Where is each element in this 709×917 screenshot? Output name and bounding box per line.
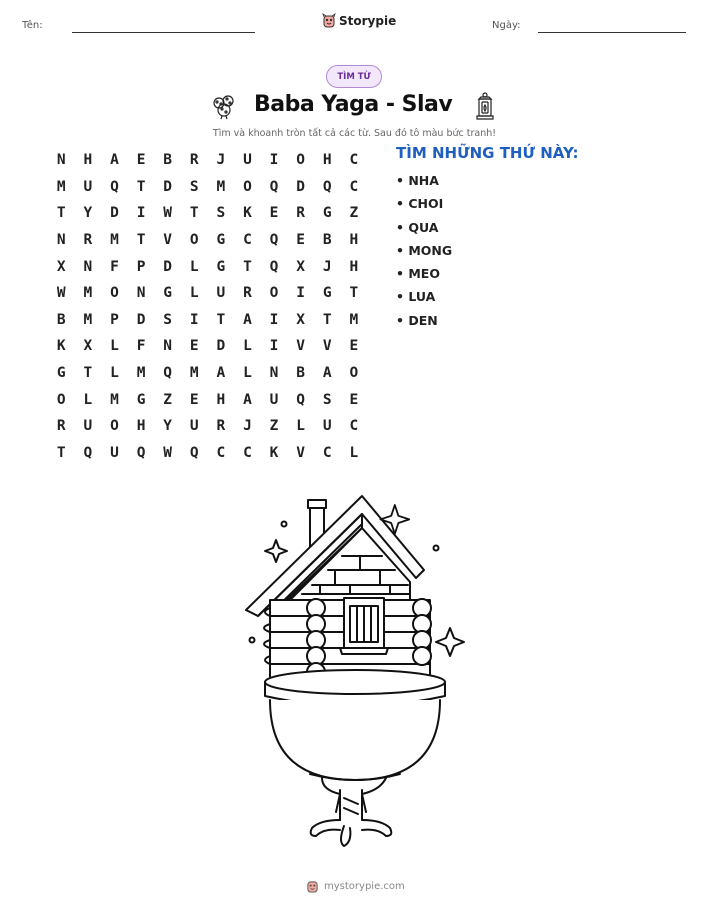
date-label: Ngày:	[492, 20, 521, 31]
grid-letter[interactable]: D	[110, 205, 119, 222]
grid-letter[interactable]: Q	[83, 444, 93, 461]
title-row	[0, 90, 709, 126]
grid-letter[interactable]: L	[83, 391, 93, 408]
grid-row	[48, 200, 367, 227]
grid-letter[interactable]: P	[136, 258, 146, 275]
grid-row	[48, 280, 367, 307]
grid-letter[interactable]: D	[216, 338, 226, 355]
grid-row	[48, 147, 367, 174]
grid-letter[interactable]: Q	[163, 365, 173, 382]
grid-letter[interactable]: O	[349, 365, 359, 382]
grid-letter[interactable]: E	[189, 338, 199, 355]
grid-letter[interactable]: U	[322, 418, 332, 435]
grid-letter[interactable]: O	[243, 178, 252, 195]
grid-letter[interactable]: T	[136, 178, 146, 195]
grid-letter[interactable]: R	[189, 152, 199, 169]
grid-letter[interactable]: E	[349, 391, 359, 408]
grid-letter[interactable]: D	[296, 178, 305, 195]
grid-letter[interactable]: H	[136, 418, 146, 435]
grid-row	[48, 413, 367, 440]
grid-letter[interactable]: W	[163, 205, 173, 222]
grid-letter[interactable]: C	[243, 232, 252, 249]
grid-letter[interactable]: G	[216, 258, 226, 275]
grid-letter[interactable]: G	[322, 205, 332, 222]
grid-letter[interactable]: X	[83, 338, 93, 355]
grid-letter[interactable]: L	[349, 444, 359, 461]
grid-letter[interactable]: A	[322, 365, 332, 382]
grid-letter[interactable]: Q	[269, 258, 279, 275]
grid-letter[interactable]: E	[189, 391, 199, 408]
grid-letter[interactable]: G	[322, 285, 332, 302]
grid-letter[interactable]: O	[269, 285, 279, 302]
grid-letter[interactable]: V	[296, 444, 305, 461]
grid-letter[interactable]: I	[269, 311, 279, 328]
grid-letter[interactable]: D	[136, 311, 146, 328]
grid-letter[interactable]: M	[83, 285, 93, 302]
grid-letter[interactable]: V	[163, 232, 173, 249]
grid-letter[interactable]: H	[349, 258, 359, 275]
grid-letter[interactable]: G	[56, 365, 66, 382]
word-list-item: • MEO	[396, 266, 440, 282]
grid-letter[interactable]: B	[56, 311, 66, 328]
grid-letter[interactable]: Z	[349, 205, 359, 222]
grid-letter[interactable]: U	[83, 418, 93, 435]
grid-letter[interactable]: M	[216, 178, 226, 195]
grid-letter[interactable]: R	[216, 418, 226, 435]
page-title: Baba Yaga - Slav	[254, 92, 453, 117]
grid-letter[interactable]: B	[163, 152, 173, 169]
grid-letter[interactable]: R	[296, 205, 305, 222]
grid-letter[interactable]: H	[322, 152, 332, 169]
grid-letter[interactable]: K	[56, 338, 66, 355]
grid-letter[interactable]: U	[83, 178, 93, 195]
grid-letter[interactable]: R	[83, 232, 93, 249]
grid-letter[interactable]: O	[296, 152, 305, 169]
grid-letter[interactable]: A	[216, 365, 226, 382]
grid-letter[interactable]: P	[110, 311, 119, 328]
word-list-item: • NHA	[396, 173, 439, 188]
grid-letter[interactable]: W	[56, 285, 66, 302]
grid-letter[interactable]: Q	[110, 178, 119, 195]
grid-letter[interactable]: B	[322, 232, 332, 249]
word-list-heading: TÌM NHỮNG THỨ NÀY:	[396, 144, 579, 162]
grid-letter[interactable]: G	[163, 285, 173, 302]
grid-letter[interactable]: L	[189, 258, 199, 275]
baba-yaga-hut-on-chicken-leg-illustration	[240, 490, 470, 860]
grid-letter[interactable]: Q	[322, 178, 332, 195]
footer	[306, 879, 405, 894]
grid-letter[interactable]: X	[296, 311, 305, 328]
grid-letter[interactable]: O	[189, 232, 199, 249]
grid-letter[interactable]: N	[83, 258, 93, 275]
grid-letter[interactable]: T	[349, 285, 359, 302]
grid-letter[interactable]: Y	[163, 418, 173, 435]
grid-letter[interactable]: E	[136, 152, 146, 169]
grid-letter[interactable]: S	[189, 178, 199, 195]
storypie-logo-icon	[306, 879, 319, 894]
grid-letter[interactable]: I	[136, 205, 146, 222]
grid-letter[interactable]: U	[110, 444, 119, 461]
activity-badge: TÌM TỪ	[326, 65, 382, 88]
grid-letter[interactable]: Q	[269, 232, 279, 249]
grid-letter[interactable]: A	[243, 391, 252, 408]
grid-letter[interactable]: R	[56, 418, 66, 435]
grid-letter[interactable]: M	[56, 178, 66, 195]
grid-letter[interactable]: T	[216, 311, 226, 328]
mushroom-cluster-icon	[211, 94, 237, 120]
grid-letter[interactable]: I	[189, 311, 199, 328]
grid-letter[interactable]: U	[189, 418, 199, 435]
grid-letter[interactable]: L	[243, 338, 252, 355]
grid-letter[interactable]: Y	[83, 205, 93, 222]
grid-letter[interactable]: I	[269, 152, 279, 169]
grid-letter[interactable]: W	[163, 444, 173, 461]
grid-row	[48, 333, 367, 360]
grid-letter[interactable]: X	[56, 258, 66, 275]
grid-letter[interactable]: C	[349, 418, 359, 435]
grid-letter[interactable]: T	[83, 365, 93, 382]
grid-letter[interactable]: L	[296, 418, 305, 435]
grid-letter[interactable]: C	[322, 444, 332, 461]
grid-letter[interactable]: C	[216, 444, 226, 461]
grid-letter[interactable]: F	[136, 338, 146, 355]
grid-letter[interactable]: T	[189, 205, 199, 222]
grid-letter[interactable]: L	[243, 365, 252, 382]
grid-letter[interactable]: C	[243, 444, 252, 461]
grid-letter[interactable]: Z	[163, 391, 173, 408]
grid-letter[interactable]: J	[243, 418, 252, 435]
grid-letter[interactable]: A	[243, 311, 252, 328]
grid-letter[interactable]: N	[163, 338, 173, 355]
grid-letter[interactable]: A	[110, 152, 119, 169]
grid-letter[interactable]: J	[216, 152, 226, 169]
grid-letter[interactable]: C	[349, 178, 359, 195]
grid-letter[interactable]: K	[243, 205, 252, 222]
grid-letter[interactable]: M	[189, 365, 199, 382]
grid-letter[interactable]: T	[56, 444, 66, 461]
grid-letter[interactable]: E	[296, 232, 305, 249]
word-list-item: • QUA	[396, 219, 439, 235]
grid-letter[interactable]: L	[110, 365, 119, 382]
grid-letter[interactable]: U	[216, 285, 226, 302]
grid-letter[interactable]: I	[269, 338, 279, 355]
instructions: Tìm và khoanh tròn tất cả các từ. Sau đó tô màu bức tranh!	[212, 128, 497, 139]
word-search-grid	[48, 147, 367, 466]
grid-letter[interactable]: E	[269, 205, 279, 222]
grid-letter[interactable]: N	[136, 285, 146, 302]
grid-letter[interactable]: N	[56, 152, 66, 169]
grid-letter[interactable]: M	[136, 365, 146, 382]
grid-letter[interactable]: F	[110, 258, 119, 275]
grid-letter[interactable]: Q	[189, 444, 199, 461]
grid-letter[interactable]: H	[349, 232, 359, 249]
grid-letter[interactable]: G	[136, 391, 146, 408]
word-list-item: • LUA	[396, 289, 436, 305]
grid-letter[interactable]: M	[110, 391, 119, 408]
grid-letter[interactable]: T	[322, 311, 332, 328]
grid-letter[interactable]: M	[349, 311, 359, 328]
grid-row	[48, 174, 367, 201]
grid-letter[interactable]: Q	[269, 178, 279, 195]
brand	[322, 13, 396, 29]
grid-letter[interactable]: T	[243, 258, 252, 275]
grid-letter[interactable]: M	[110, 232, 119, 249]
lantern-icon	[474, 92, 496, 122]
storypie-logo-icon	[322, 13, 336, 29]
grid-letter[interactable]: U	[269, 391, 279, 408]
grid-letter[interactable]: L	[189, 285, 199, 302]
grid-letter[interactable]: O	[56, 391, 66, 408]
footer-url: mystorypie.com	[324, 881, 405, 892]
grid-letter[interactable]: M	[83, 311, 93, 328]
grid-letter[interactable]: N	[56, 232, 66, 249]
grid-letter[interactable]: B	[296, 365, 305, 382]
grid-letter[interactable]: Q	[136, 444, 146, 461]
grid-letter[interactable]: U	[243, 152, 252, 169]
grid-letter[interactable]: I	[296, 285, 305, 302]
grid-letter[interactable]: L	[110, 338, 119, 355]
grid-letter[interactable]: J	[322, 258, 332, 275]
grid-row	[48, 360, 367, 387]
grid-letter[interactable]: S	[163, 311, 173, 328]
brand-name: Storypie	[339, 14, 397, 28]
word-list-item: • DEN	[396, 312, 438, 328]
word-list-item: • CHOI	[396, 196, 444, 212]
grid-letter[interactable]: V	[296, 338, 305, 355]
grid-row	[48, 227, 367, 254]
grid-letter[interactable]: E	[349, 338, 359, 355]
grid-letter[interactable]: C	[349, 152, 359, 169]
grid-letter[interactable]: H	[216, 391, 226, 408]
grid-letter[interactable]: X	[296, 258, 305, 275]
name-label: Tên:	[22, 20, 43, 31]
grid-row	[48, 253, 367, 280]
grid-letter[interactable]: S	[322, 391, 332, 408]
grid-letter[interactable]: T	[136, 232, 146, 249]
date-line	[538, 32, 686, 33]
grid-letter[interactable]: Q	[296, 391, 305, 408]
grid-letter[interactable]: T	[56, 205, 66, 222]
word-list-item: • MONG	[396, 242, 453, 258]
grid-letter[interactable]: H	[83, 152, 93, 169]
grid-letter[interactable]: K	[269, 444, 279, 461]
grid-letter[interactable]: Z	[269, 418, 279, 435]
grid-letter[interactable]: R	[243, 285, 252, 302]
grid-row	[48, 440, 367, 467]
grid-letter[interactable]: G	[216, 232, 226, 249]
word-list	[396, 171, 452, 334]
grid-letter[interactable]: D	[163, 258, 173, 275]
grid-letter[interactable]: S	[216, 205, 226, 222]
grid-row	[48, 386, 367, 413]
grid-row	[48, 307, 367, 334]
grid-letter[interactable]: O	[110, 418, 119, 435]
grid-letter[interactable]: N	[269, 365, 279, 382]
grid-letter[interactable]: D	[163, 178, 173, 195]
name-line	[72, 32, 255, 33]
grid-letter[interactable]: V	[322, 338, 332, 355]
grid-letter[interactable]: O	[110, 285, 119, 302]
